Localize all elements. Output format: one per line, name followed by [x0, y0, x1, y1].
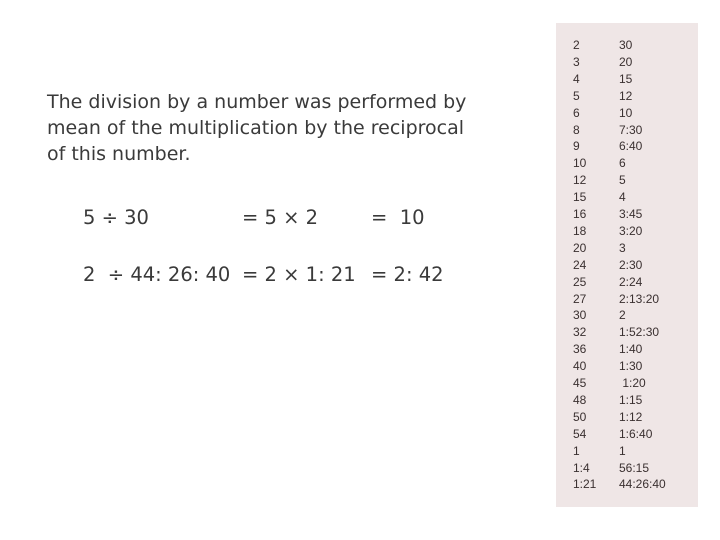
reciprocal-cell: 1:15 [619, 392, 643, 407]
table-row [556, 240, 698, 257]
reciprocal-cell: 5 [619, 173, 626, 188]
table-row [556, 172, 698, 189]
reciprocal-cell: 2:13:20 [619, 291, 660, 306]
reciprocal-cell: 15 [619, 71, 633, 86]
table-row [556, 358, 698, 375]
reciprocal-cell: 20 [619, 54, 633, 69]
number-cell: 18 [573, 223, 587, 238]
division-expression: 2 ÷ 44: 26: 40 [83, 263, 231, 286]
table-row [556, 54, 698, 71]
result-value: = 10 [371, 206, 425, 229]
reciprocal-cell: 2 [619, 308, 626, 323]
example-row [0, 206, 540, 236]
reciprocal-cell: 6:40 [619, 139, 643, 154]
table-row [556, 122, 698, 139]
number-cell: 1 [573, 443, 580, 458]
number-cell: 45 [573, 376, 587, 390]
table-row [556, 223, 698, 240]
example-row [0, 263, 540, 293]
table-row [556, 341, 698, 358]
table-row [556, 138, 698, 155]
reciprocal-cell: 1:52:30 [619, 325, 660, 340]
reciprocal-cell: 4 [619, 190, 626, 205]
reciprocal-cell: 2:30 [619, 257, 643, 272]
number-cell: 32 [573, 325, 587, 340]
table-row [556, 324, 698, 341]
number-cell: 16 [573, 207, 587, 221]
table-row [556, 392, 698, 409]
reciprocal-cell: 1:40 [619, 342, 643, 357]
multiplication-expression: = 5 × 2 [242, 206, 319, 229]
table-row [556, 476, 698, 493]
reciprocal-cell: 7:30 [619, 122, 643, 137]
number-cell: 12 [573, 173, 587, 188]
explanation-text: The division by a number was performed by mean of the multiplication by the reciprocal of this number. [47, 91, 467, 165]
reciprocal-cell: 44:26:40 [619, 477, 666, 492]
reciprocal-cell: 1 [619, 443, 626, 458]
number-cell: 1:4 [573, 460, 590, 475]
number-cell: 40 [573, 359, 587, 374]
number-cell: 30 [573, 308, 587, 323]
table-row [556, 307, 698, 324]
reciprocal-table [556, 23, 698, 507]
number-cell: 24 [573, 257, 587, 272]
reciprocal-cell: 1:20 [619, 376, 646, 390]
number-cell: 10 [573, 156, 587, 171]
reciprocal-cell: 1:6:40 [619, 426, 653, 441]
table-row [556, 274, 698, 291]
number-cell: 25 [573, 274, 587, 289]
table-row [556, 460, 698, 477]
number-cell: 3 [573, 54, 580, 69]
reciprocal-cell: 3 [619, 240, 626, 255]
table-row [556, 37, 698, 54]
table-row [556, 71, 698, 88]
reciprocal-cell: 12 [619, 88, 633, 103]
number-cell: 2 [573, 38, 580, 52]
reciprocal-cell: 1:12 [619, 409, 643, 424]
number-cell: 27 [573, 291, 587, 306]
reciprocal-cell: 2:24 [619, 274, 643, 289]
table-row [556, 206, 698, 223]
reciprocal-cell: 30 [619, 38, 633, 52]
number-cell: 5 [573, 88, 580, 103]
number-cell: 9 [573, 139, 580, 154]
reciprocal-cell: 1:30 [619, 359, 643, 374]
number-cell: 8 [573, 122, 580, 137]
number-cell: 36 [573, 342, 587, 357]
reciprocal-cell: 3:45 [619, 207, 643, 221]
reciprocal-cell: 3:20 [619, 223, 643, 238]
table-row [556, 189, 698, 206]
table-row [556, 88, 698, 105]
reciprocal-cell: 10 [619, 105, 633, 120]
table-row [556, 257, 698, 274]
number-cell: 1:21 [573, 477, 597, 492]
table-row [556, 291, 698, 308]
reciprocal-cell: 56:15 [619, 460, 650, 475]
table-row [556, 375, 698, 392]
table-row [556, 105, 698, 122]
number-cell: 54 [573, 426, 587, 441]
number-cell: 4 [573, 71, 580, 86]
table-row [556, 443, 698, 460]
result-value: = 2: 42 [371, 263, 444, 286]
number-cell: 48 [573, 392, 587, 407]
number-cell: 15 [573, 190, 587, 205]
division-expression: 5 ÷ 30 [83, 206, 149, 229]
table-row [556, 426, 698, 443]
table-row [556, 155, 698, 172]
number-cell: 6 [573, 105, 580, 120]
multiplication-expression: = 2 × 1: 21 [242, 263, 356, 286]
number-cell: 20 [573, 240, 587, 255]
table-row [556, 409, 698, 426]
number-cell: 50 [573, 409, 587, 424]
reciprocal-cell: 6 [619, 156, 626, 171]
